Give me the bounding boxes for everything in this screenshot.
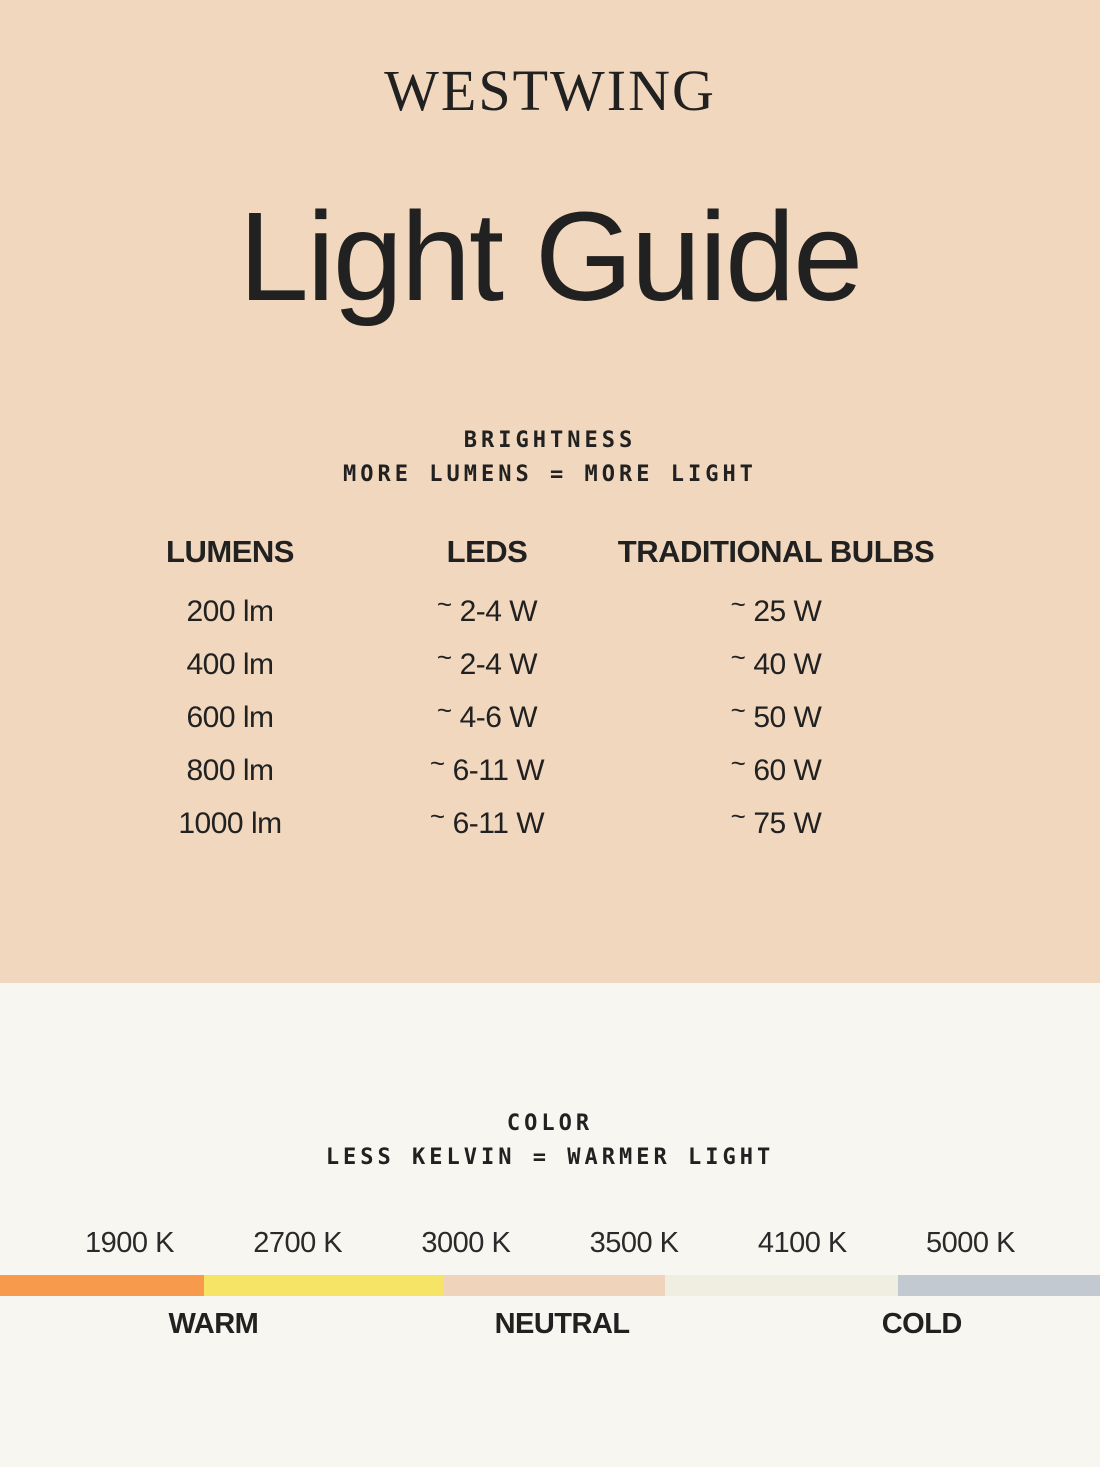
leds-value [385, 747, 589, 787]
approx-symbol: ~ [429, 800, 445, 831]
leds-watts: 6-11 W [452, 806, 545, 840]
lumens-table-body [75, 585, 1100, 850]
lumens-table [75, 536, 1100, 850]
color-subheading: LESS KELVIN = WARMER LIGHT [325, 1145, 775, 1170]
column-header-lumens: LUMENS [166, 534, 294, 569]
temperature-labels-row [0, 1308, 1100, 1348]
approx-symbol: ~ [730, 694, 746, 725]
column-header-leds: LEDS [446, 534, 528, 569]
leds-watts: 2-4 W [459, 647, 538, 681]
leds-value [385, 641, 589, 681]
color-temperature-section [0, 983, 1100, 1467]
bulbs-watts: 25 W [753, 594, 822, 628]
table-row [75, 744, 1100, 797]
approx-symbol: ~ [730, 800, 746, 831]
brightness-heading: BRIGHTNESS [463, 428, 637, 453]
bulbs-value [589, 588, 963, 628]
kelvin-label: 1900 K [85, 1227, 174, 1259]
approx-symbol: ~ [730, 747, 746, 778]
kelvin-label: 2700 K [253, 1227, 343, 1259]
temperature-label-neutral: NEUTRAL [494, 1308, 630, 1340]
scale-segment-neutral-cream [665, 1275, 897, 1296]
scale-segment-soft-peach [444, 1275, 665, 1296]
approx-symbol: ~ [436, 641, 452, 672]
brightness-heading-block [0, 430, 1100, 486]
scale-segment-flame-orange [0, 1275, 204, 1296]
leds-watts: 2-4 W [459, 594, 538, 628]
scale-segment-warm-yellow [204, 1275, 445, 1296]
scale-segment-cool-blue [898, 1275, 1100, 1296]
lumens-value: 800 lm [186, 753, 274, 787]
approx-symbol: ~ [730, 641, 746, 672]
approx-symbol: ~ [730, 588, 746, 619]
lumens-value: 1000 lm [178, 806, 282, 840]
column-header-traditional-bulbs: TRADITIONAL BULBS [617, 534, 935, 569]
lumens-table-header-row [75, 536, 1100, 567]
kelvin-labels-row [0, 1229, 1100, 1258]
approx-symbol: ~ [429, 747, 445, 778]
bulbs-value [589, 694, 963, 734]
brightness-subheading: MORE LUMENS = MORE LIGHT [343, 462, 757, 487]
kelvin-label: 5000 K [926, 1227, 1015, 1259]
approx-symbol: ~ [436, 588, 452, 619]
kelvin-label: 3000 K [421, 1227, 511, 1259]
brand-logo: WESTWING [384, 58, 716, 123]
table-row [75, 585, 1100, 638]
bulbs-watts: 60 W [753, 753, 822, 787]
temperature-label-warm: WARM [168, 1308, 259, 1340]
table-row [75, 638, 1100, 691]
approx-symbol: ~ [436, 694, 452, 725]
bulbs-value [589, 747, 963, 787]
leds-watts: 4-6 W [459, 700, 538, 734]
leds-value [385, 800, 589, 840]
temperature-label-cold: COLD [881, 1308, 962, 1340]
color-heading: COLOR [506, 1111, 594, 1136]
kelvin-label: 4100 K [757, 1227, 847, 1259]
page-title: Light Guide [238, 186, 862, 327]
bulbs-watts: 40 W [753, 647, 822, 681]
leds-watts: 6-11 W [452, 753, 545, 787]
leds-value [385, 588, 589, 628]
leds-value [385, 694, 589, 734]
bulbs-value [589, 641, 963, 681]
kelvin-label: 3500 K [589, 1227, 679, 1259]
lumens-value: 400 lm [186, 647, 274, 681]
table-row [75, 691, 1100, 744]
color-temperature-scale-bar [0, 1275, 1100, 1296]
bulbs-watts: 50 W [753, 700, 822, 734]
bulbs-watts: 75 W [753, 806, 822, 840]
lumens-value: 600 lm [186, 700, 274, 734]
lumens-value: 200 lm [186, 594, 274, 628]
bulbs-value [589, 800, 963, 840]
table-row [75, 797, 1100, 850]
color-heading-block [0, 983, 1100, 1169]
